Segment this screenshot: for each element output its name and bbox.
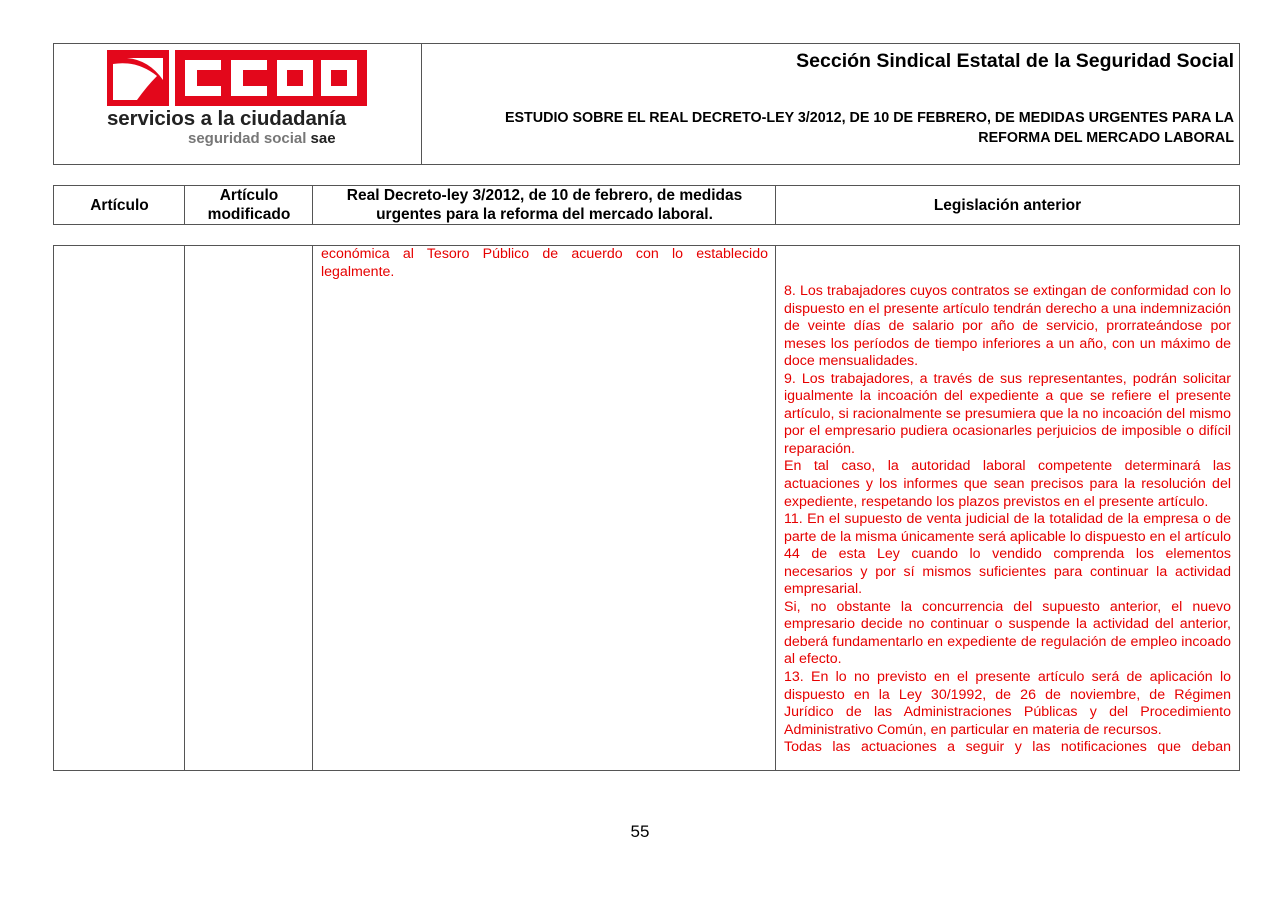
previous-law-paragraph: 11. En el supuesto de venta judicial de la totalidad de la empresa o de parte de la misma únicamente será aplicable lo dispuesto en el artículo 44 de esta Ley cuando lo vendido comprenda los elementos necesarios y por sí mismos suficientes para continuar la actividad empresarial. [784,511,1231,598]
logo-subtagline-light: seguridad social [188,130,307,147]
page-number: 55 [630,822,650,841]
new-law-paragraph: económica al Tesoro Público de acuerdo con lo establecido legalmente. [321,246,768,280]
column-header-new-law: Real Decreto-ley 3/2012, de 10 de febrero, de medidas urgentes para la reforma del mercado laboral. [346,187,743,223]
previous-law-paragraph: Todas las actuaciones a seguir y las notificaciones que deban [784,739,1231,756]
document-header [53,43,1240,165]
study-title: ESTUDIO SOBRE EL REAL DECRETO-LEY 3/2012, DE 10 DE FEBRERO, DE MEDIDAS URGENTES PARA LA REFORMA DEL MERCADO LABORAL [504,110,1234,146]
logo-tagline: servicios a la ciudadanía [107,107,347,130]
ccoo-logo-icon [107,50,367,106]
new-law-cell [321,246,768,281]
column-header-previous-law: Legislación anterior [933,196,1082,214]
logo-subtagline-dark: sae [310,130,336,147]
previous-law-paragraph: 13. En lo no previsto en el presente artículo será de aplicación lo dispuesto en la Ley 30/1992, de 26 de noviembre, de Régimen Jurídico de las Administraciones Públicas y del Procedimiento Administrativo Común, en particular en materia de recursos. [784,669,1231,738]
previous-law-paragraph: Si, no obstante la concurrencia del supuesto anterior, el nuevo empresario decide no continuar o suspende la actividad del anterior, deberá fundamentarlo en expediente de regulación de empleo incoado al efecto. [784,598,1231,668]
previous-law-paragraph: En tal caso, la autoridad laboral competente determinará las actuaciones y los informes que sean precisos para la resolución del expediente, respetando los plazos previstos en el presente artículo. [784,458,1231,510]
organization-name: Sección Sindical Estatal de la Seguridad Social [796,50,1234,72]
column-header-articulo: Artículo [90,196,149,214]
title-cell [421,44,1239,164]
previous-law-paragraph: 9. Los trabajadores, a través de sus representantes, podrán solicitar igualmente la incoación del expediente a que se refiere el presente artículo, si racionalmente se presumiera que la no incoación del mismo por el empresario pudiera ocasionarles perjuicios de imposible o difícil reparación. [784,370,1231,457]
logo-cell [54,44,422,164]
column-header-row [53,185,1240,225]
logo-subtagline [188,130,336,147]
column-header-articulo-modificado: Artículo modificado [207,187,291,223]
previous-law-paragraph: 8. Los trabajadores cuyos contratos se extingan de conformidad con lo dispuesto en el presente artículo tendrán derecho a una indemnización de veinte días de salario por año de servicio, prorrateándose por meses los períodos de tiempo inferiores a un año, con un máximo de doce mensualidades. [784,283,1231,370]
content-table [53,245,1240,771]
previous-law-cell [784,283,1231,757]
